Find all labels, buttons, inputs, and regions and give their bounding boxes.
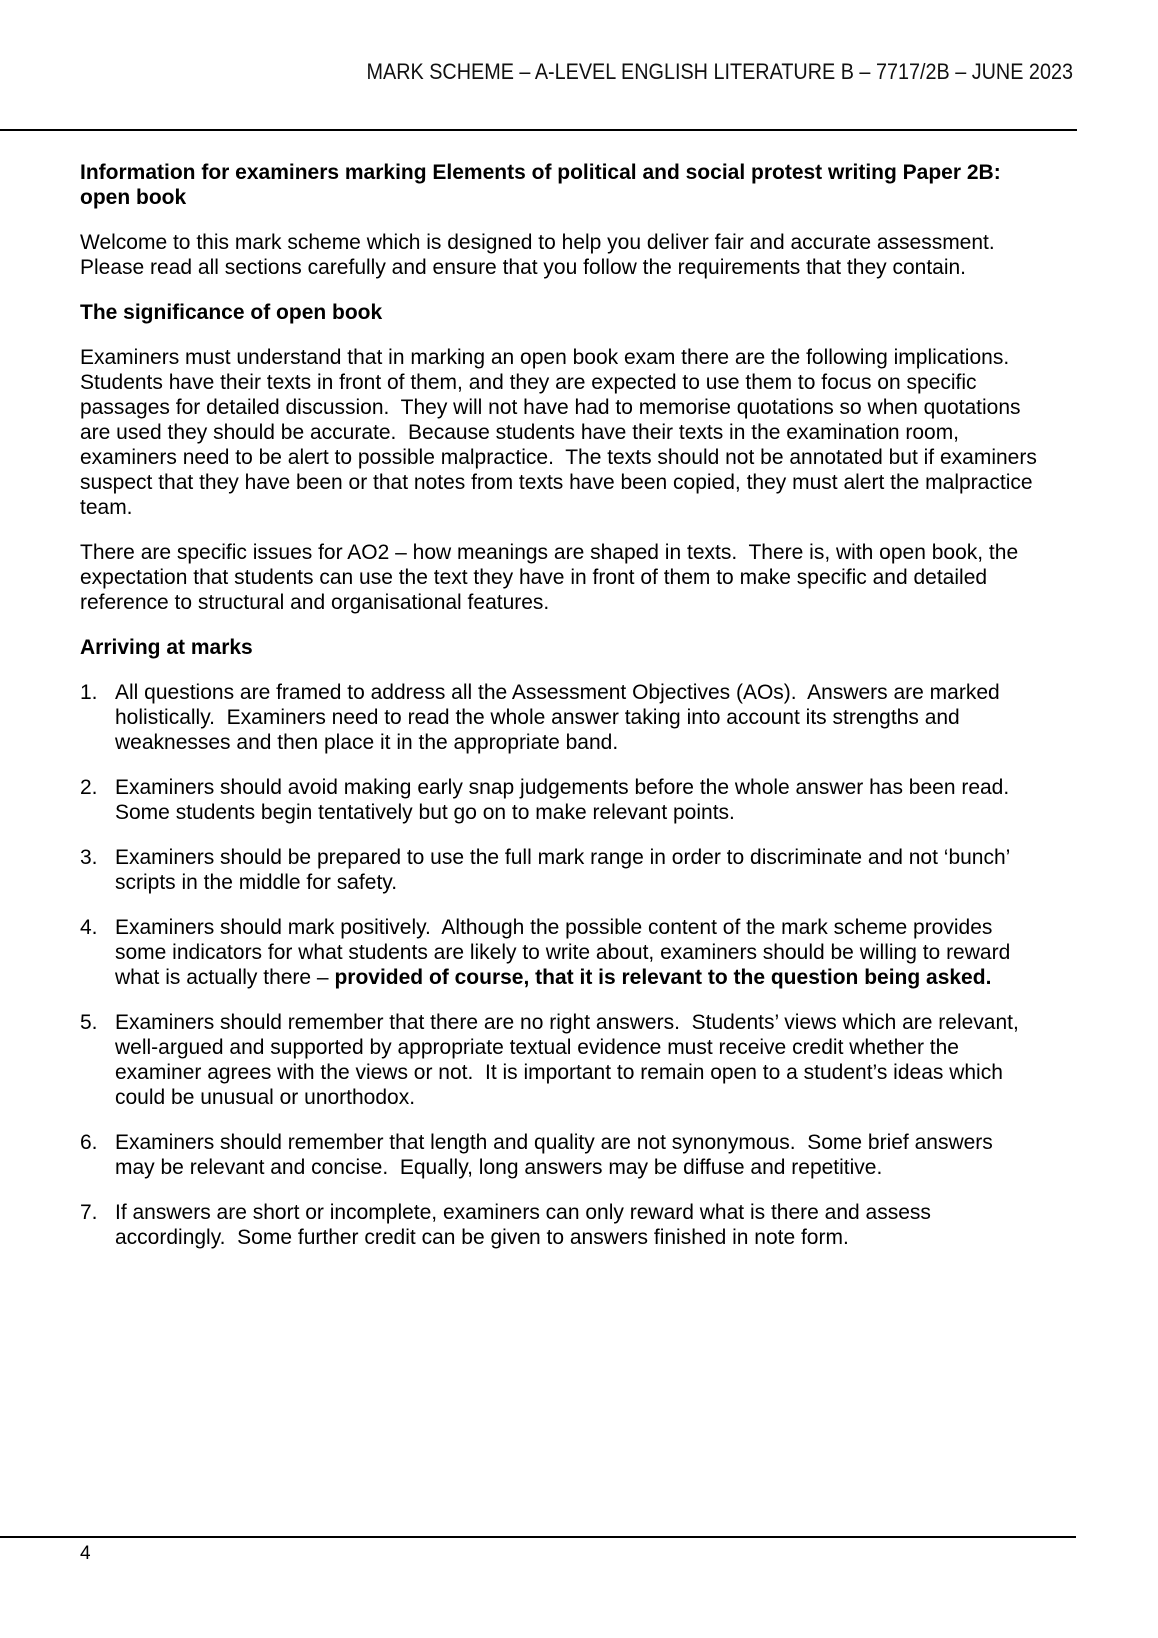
list-item-text-bold: provided of course, that it is relevant to the question being asked. <box>334 966 992 989</box>
list-item-number: 2. <box>80 776 98 799</box>
list-item-text: Examiners should be prepared to use the full mark range in order to discriminate and not ‘bunch’ scripts in the middle for safety. <box>115 846 1016 894</box>
footer-rule <box>0 1536 1076 1538</box>
page-header-text: MARK SCHEME – A-LEVEL ENGLISH LITERATURE B – 7717/2B – JUNE 2023 <box>366 59 1073 84</box>
list-item-number: 6. <box>80 1131 98 1154</box>
list-item-text: If answers are short or incomplete, examiners can only reward what is there and assess accordingly. Some further credit can be given to answers finished in note form. <box>115 1201 937 1249</box>
page-number: 4 <box>80 1543 91 1564</box>
list-item-2 <box>80 775 1038 825</box>
document-body <box>80 160 1043 1270</box>
list-item-number: 7. <box>80 1201 98 1224</box>
paragraph-ao2-issues: There are specific issues for AO2 – how meanings are shaped in texts. There is, with open book, the expectation that students can use the text they have in front of them to make specific and detailed reference to structural and organisational features. <box>80 541 1024 614</box>
document-title-line-2: open book <box>80 186 187 209</box>
list-item-number: 1. <box>80 681 98 704</box>
list-item-5 <box>80 1010 1038 1110</box>
list-item-text-plain: Examiners should mark positively. Although the possible content of the mark scheme provides some indicators for what students are likely to write about, examiners should be willing to reward what is actually there – <box>115 916 1017 989</box>
intro-paragraph: Welcome to this mark scheme which is designed to help you deliver fair and accurate assessment. Please read all sections carefully and ensure that you follow the requirements that they contain. <box>80 231 1007 279</box>
list-item-7 <box>80 1200 1038 1250</box>
list-item-text: All questions are framed to address all the Assessment Objectives (AOs). Answers are marked holistically. Examiners need to read the whole answer taking into account its strengths and weaknesses and then place it in the appropriate band. <box>115 681 1006 754</box>
list-item-number: 4. <box>80 916 98 939</box>
list-item-text: Examiners should avoid making early snap judgements before the whole answer has been read. Some students begin tentatively but go on to make relevant points. <box>115 776 1021 824</box>
paragraph-open-book-implications: Examiners must understand that in marking an open book exam there are the following implications. Students have their texts in front of them, and they are expected to use them to focus on specific passages for detailed discussion. They will not have had to memorise quotations so when quotations are used they should be accurate. Because students have their texts in the examination room, examiners need to be alert to possible malpractice. The texts should not be annotated but if examiners suspect that they have been or that notes from texts have been copied, they must alert the malpractice team. <box>80 346 1043 519</box>
list-item-6 <box>80 1130 1038 1180</box>
list-item-text <box>115 915 1038 990</box>
list-item-text: Examiners should remember that length and quality are not synonymous. Some brief answers may be relevant and concise. Equally, long answers may be diffuse and repetitive. <box>115 1131 999 1179</box>
header-rule <box>0 129 1077 131</box>
list-item-number: 3. <box>80 846 98 869</box>
section-heading-open-book: The significance of open book <box>80 301 383 324</box>
list-item-1 <box>80 680 1038 755</box>
document-title <box>80 160 1038 210</box>
document-title-line-1: Information for examiners marking Elements of political and social protest writing Paper 2B: <box>80 161 1001 184</box>
list-item-text: Examiners should remember that there are no right answers. Students’ views which are relevant, well-argued and supported by appropriate textual evidence must receive credit whether the examiner agrees with the views or not. It is important to remain open to a student’s ideas which could be unusual or unorthodox. <box>115 1011 1025 1109</box>
numbered-list <box>80 680 1038 1250</box>
list-item-number: 5. <box>80 1011 98 1034</box>
list-item-3 <box>80 845 1038 895</box>
list-item-4 <box>80 915 1038 990</box>
section-heading-arriving-at-marks: Arriving at marks <box>80 636 253 659</box>
